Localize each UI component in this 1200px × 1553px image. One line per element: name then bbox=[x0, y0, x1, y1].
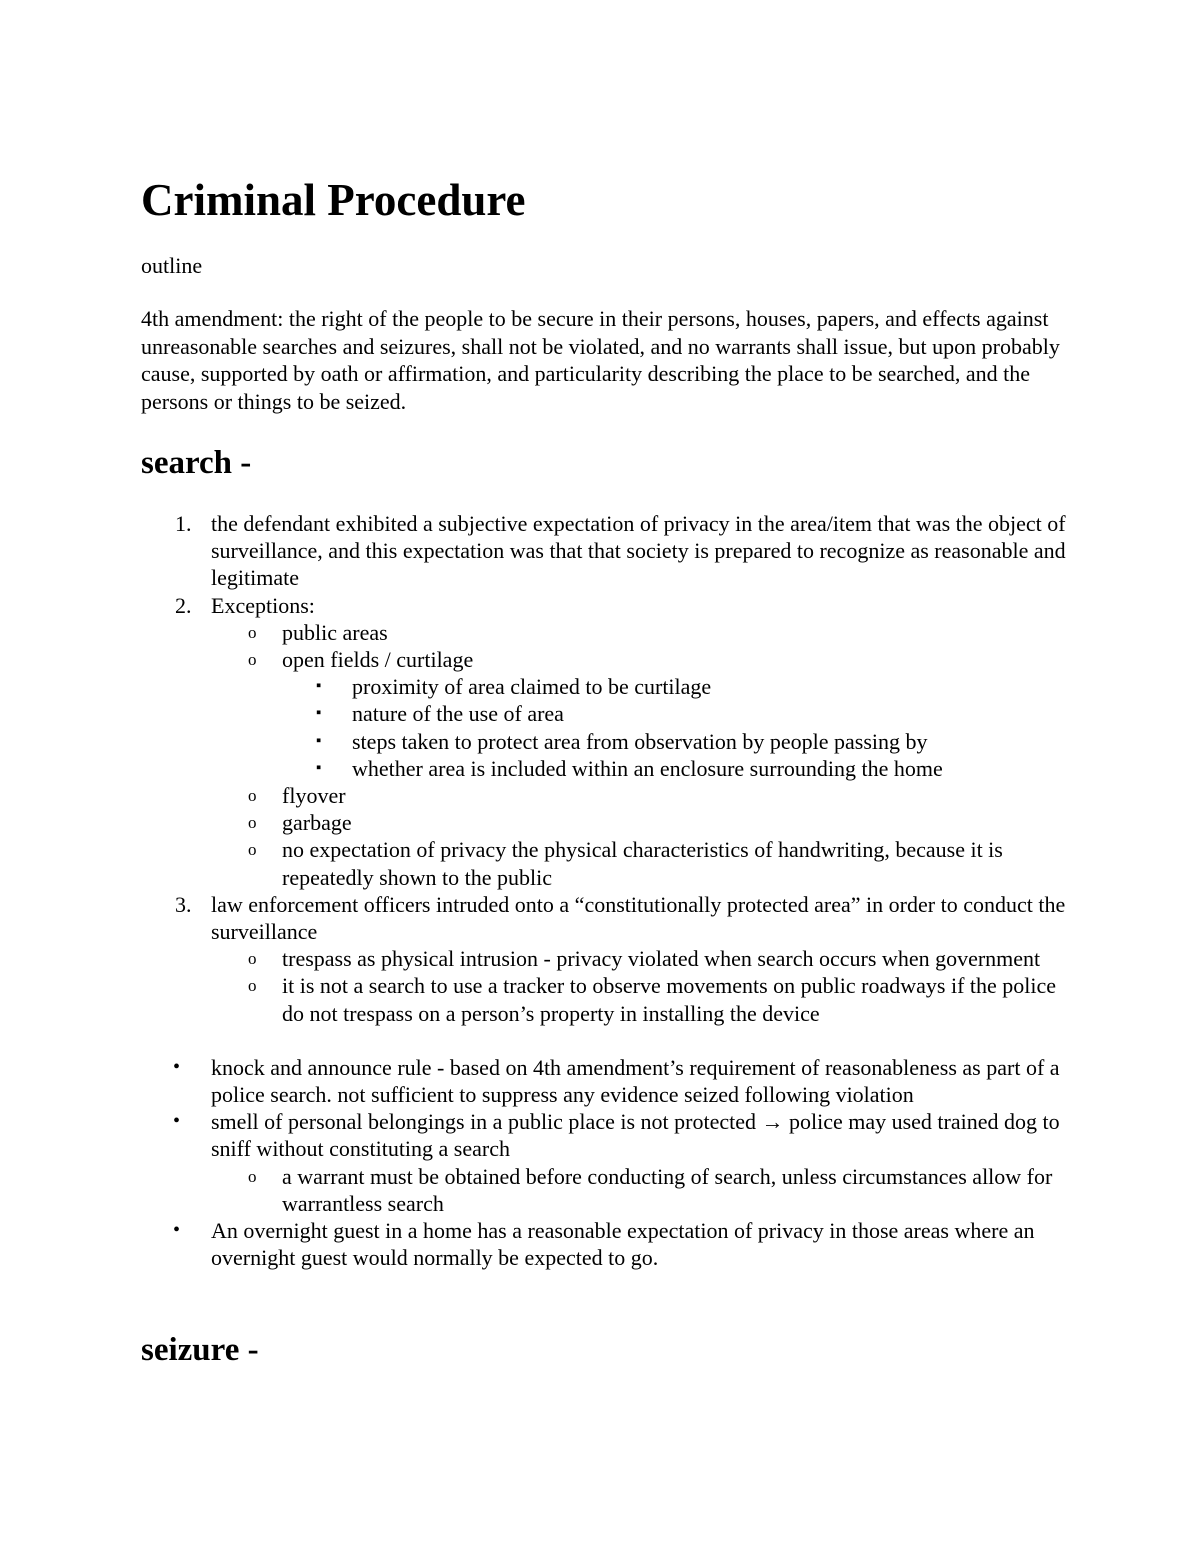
square-bullet-icon: ▪ bbox=[316, 732, 322, 749]
list-item bbox=[141, 1108, 1066, 1162]
list-item bbox=[141, 1217, 1066, 1271]
list-item-text: a warrant must be obtained before conducting of search, unless circumstances allow for warrantless search bbox=[282, 1163, 1053, 1216]
spacer bbox=[141, 1027, 1066, 1054]
circle-bullet-icon: o bbox=[248, 622, 257, 642]
list-item bbox=[141, 646, 1066, 673]
list-item-text: proximity of area claimed to be curtilage bbox=[352, 674, 712, 700]
circle-bullet-icon: o bbox=[248, 786, 257, 806]
square-bullet-icon: ▪ bbox=[316, 678, 322, 695]
list-item bbox=[141, 809, 1066, 836]
list-item-text: smell of personal belongings in a public place is not protected → police may used trained dog to sniff without constituting a search bbox=[211, 1109, 1060, 1162]
list-item bbox=[141, 592, 1066, 619]
list-item-text: the defendant exhibited a subjective expectation of privacy in the area/item that was the object of surveillance, and this expectation was that that society is prepared to recognize as reasonable and legitimate bbox=[211, 511, 1066, 591]
document-title: Criminal Procedure bbox=[141, 175, 526, 225]
list-item-text: trespass as physical intrusion - privacy violated when search occurs when government bbox=[282, 946, 1041, 972]
list-item bbox=[141, 728, 1066, 755]
list-item-text: open fields / curtilage bbox=[282, 647, 474, 673]
circle-bullet-icon: o bbox=[248, 650, 257, 670]
list-item-text: knock and announce rule - based on 4th amendment’s requirement of reasonableness as part of a police search. not sufficient to suppress any evidence seized following violation bbox=[211, 1054, 1060, 1108]
list-item bbox=[141, 782, 1066, 809]
list-item-text: flyover bbox=[282, 783, 346, 809]
amendment-paragraph: 4th amendment: the right of the people to be secure in their persons, houses, papers, and effects against unreasonable searches and seizures, shall not be violated, and no warrants shall issue, but upon probably cause, supported by oath or affirmation, and particularity describing the place to be searched, and the persons or things to be seized. bbox=[141, 306, 1060, 414]
circle-bullet-icon: o bbox=[248, 976, 257, 996]
list-item-text: nature of the use of area bbox=[352, 701, 564, 727]
list-item-text: Exceptions: bbox=[211, 592, 315, 618]
list-item bbox=[141, 755, 1066, 782]
list-item bbox=[141, 891, 1066, 945]
list-item-text: steps taken to protect area from observation by people passing by bbox=[352, 728, 928, 754]
square-bullet-icon: ▪ bbox=[316, 759, 322, 776]
list-item bbox=[141, 836, 1066, 890]
list-number: 1. bbox=[175, 511, 192, 536]
list-item bbox=[141, 972, 1066, 1026]
search-outline-list bbox=[141, 510, 1066, 1271]
bullet-icon: • bbox=[173, 1110, 181, 1133]
list-item-text: public areas bbox=[282, 619, 388, 645]
list-item bbox=[141, 510, 1066, 592]
section-heading-seizure: seizure - bbox=[141, 1332, 259, 1368]
section-heading-search: search - bbox=[141, 445, 252, 481]
list-item-text: garbage bbox=[282, 810, 352, 836]
list-item-text: An overnight guest in a home has a reasonable expectation of privacy in those areas where an overnight guest would normally be expected to go. bbox=[211, 1218, 1035, 1271]
list-item bbox=[141, 700, 1066, 727]
list-item bbox=[141, 673, 1066, 700]
circle-bullet-icon: o bbox=[248, 1166, 257, 1186]
circle-bullet-icon: o bbox=[248, 813, 257, 833]
list-item-text: no expectation of privacy the physical characteristics of handwriting, because it is repeatedly shown to the public bbox=[282, 837, 1003, 890]
circle-bullet-icon: o bbox=[248, 840, 257, 860]
list-item-text: whether area is included within an enclosure surrounding the home bbox=[352, 755, 943, 781]
circle-bullet-icon: o bbox=[248, 949, 257, 969]
list-item-text: it is not a search to use a tracker to observe movements on public roadways if the police do not trespass on a person’s property in installing the device bbox=[282, 973, 1057, 1026]
list-item bbox=[141, 619, 1066, 646]
bullet-icon: • bbox=[173, 1055, 181, 1078]
square-bullet-icon: ▪ bbox=[316, 705, 322, 722]
list-item bbox=[141, 945, 1066, 972]
bullet-icon: • bbox=[173, 1219, 181, 1242]
list-item bbox=[141, 1163, 1066, 1217]
list-number: 2. bbox=[175, 592, 192, 618]
list-item bbox=[141, 1054, 1066, 1108]
document-subtitle: outline bbox=[141, 253, 203, 278]
list-number: 3. bbox=[175, 891, 192, 917]
list-item-text: law enforcement officers intruded onto a “constitutionally protected area” in order to conduct the surveillance bbox=[211, 891, 1066, 945]
